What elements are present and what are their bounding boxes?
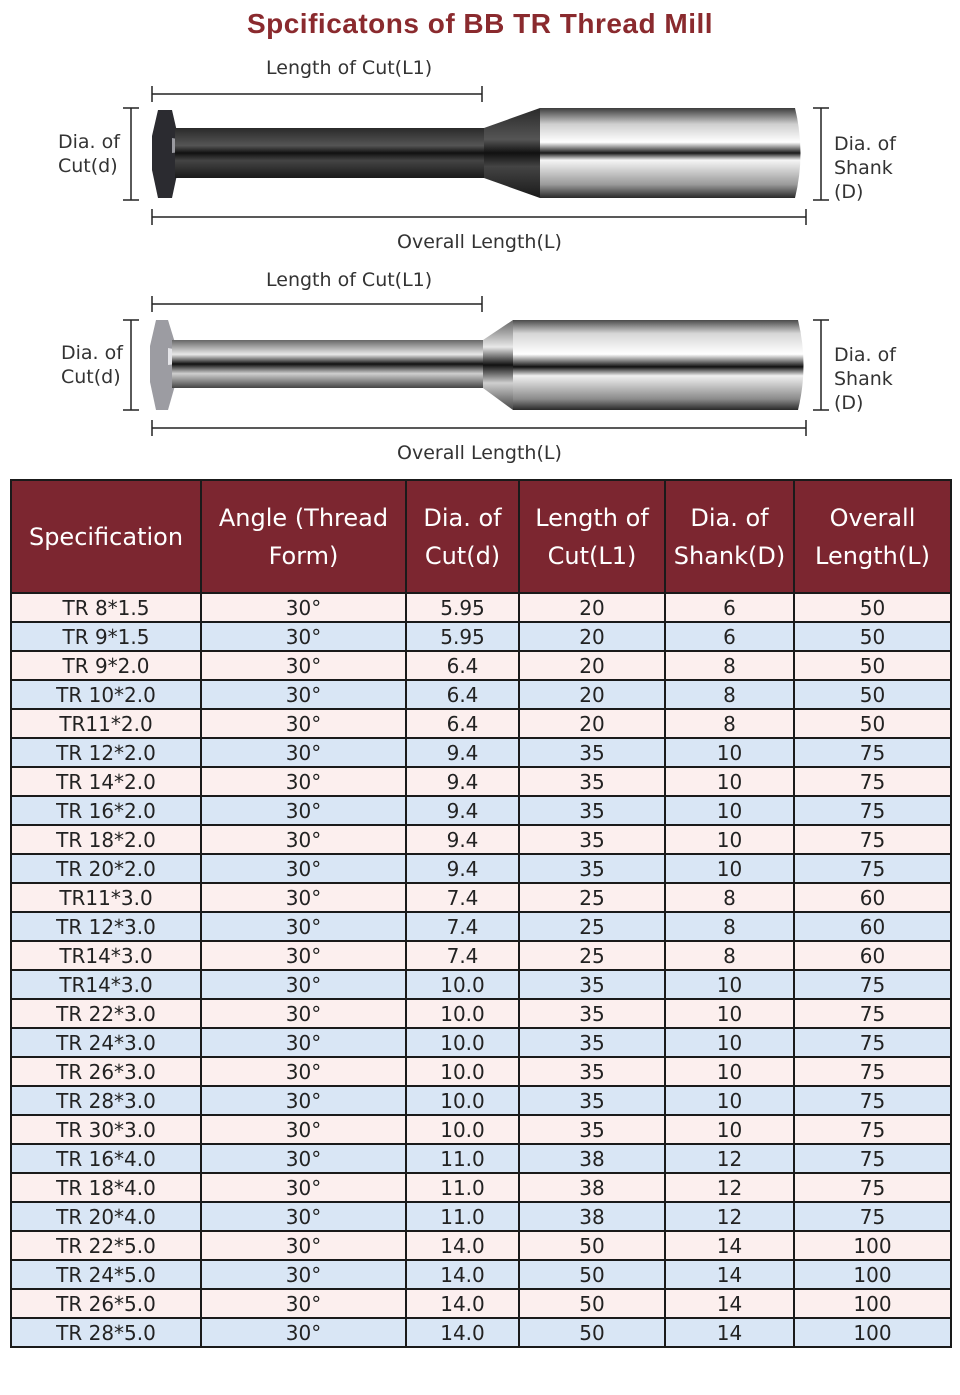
dark-tool-illustration	[0, 50, 960, 260]
cell-dia-of-shank: 6	[665, 593, 794, 622]
length-of-cut-label: Length of Cut(L1)	[266, 269, 433, 291]
table-row	[11, 825, 951, 854]
cell-dia-of-cut: 14.0	[406, 1289, 519, 1318]
cell-dia-of-cut: 11.0	[406, 1144, 519, 1173]
cell-overall-length: 50	[794, 593, 951, 622]
cell-overall-length: 50	[794, 709, 951, 738]
length-of-cut-label: Length of Cut(L1)	[266, 57, 433, 79]
cell-specification: TR 26*3.0	[11, 1057, 201, 1086]
cell-dia-of-cut: 10.0	[406, 999, 519, 1028]
cell-angle: 30°	[201, 1173, 406, 1202]
cell-overall-length: 75	[794, 1144, 951, 1173]
cell-angle: 30°	[201, 1260, 406, 1289]
cell-angle: 30°	[201, 912, 406, 941]
cell-dia-of-cut: 10.0	[406, 1057, 519, 1086]
table-row	[11, 912, 951, 941]
cell-length-of-cut: 35	[519, 767, 665, 796]
cell-overall-length: 60	[794, 941, 951, 970]
cell-angle: 30°	[201, 796, 406, 825]
cell-dia-of-shank: 8	[665, 941, 794, 970]
cell-overall-length: 75	[794, 1115, 951, 1144]
cell-specification: TR 26*5.0	[11, 1289, 201, 1318]
cell-dia-of-cut: 10.0	[406, 1028, 519, 1057]
cell-angle: 30°	[201, 709, 406, 738]
tool-diagram-dark	[0, 50, 960, 260]
table-header-row	[11, 480, 951, 593]
cell-overall-length: 75	[794, 1028, 951, 1057]
table-body	[11, 593, 951, 1347]
cell-dia-of-shank: 8	[665, 883, 794, 912]
cell-dia-of-cut: 6.4	[406, 651, 519, 680]
cell-dia-of-cut: 10.0	[406, 1086, 519, 1115]
cell-length-of-cut: 35	[519, 738, 665, 767]
table-row	[11, 1289, 951, 1318]
cell-dia-of-shank: 14	[665, 1260, 794, 1289]
table-row	[11, 680, 951, 709]
cell-dia-of-shank: 8	[665, 651, 794, 680]
dia-of-shank-label-line2: Shank	[834, 157, 893, 179]
table-row	[11, 738, 951, 767]
cell-overall-length: 100	[794, 1289, 951, 1318]
cell-specification: TR 24*3.0	[11, 1028, 201, 1057]
cell-specification: TR 18*4.0	[11, 1173, 201, 1202]
table-row	[11, 796, 951, 825]
cell-dia-of-cut: 7.4	[406, 883, 519, 912]
cell-specification: TR 12*3.0	[11, 912, 201, 941]
cell-dia-of-shank: 10	[665, 999, 794, 1028]
cell-angle: 30°	[201, 1202, 406, 1231]
cell-dia-of-shank: 8	[665, 912, 794, 941]
cell-length-of-cut: 25	[519, 912, 665, 941]
cell-specification: TR 10*2.0	[11, 680, 201, 709]
cell-angle: 30°	[201, 1028, 406, 1057]
cell-overall-length: 100	[794, 1231, 951, 1260]
cell-overall-length: 50	[794, 622, 951, 651]
cell-dia-of-cut: 14.0	[406, 1260, 519, 1289]
cell-dia-of-shank: 10	[665, 854, 794, 883]
table-row	[11, 1202, 951, 1231]
cell-overall-length: 50	[794, 651, 951, 680]
cell-angle: 30°	[201, 1086, 406, 1115]
dia-of-shank-label-line2: Shank	[834, 368, 893, 390]
cell-overall-length: 75	[794, 738, 951, 767]
cell-angle: 30°	[201, 883, 406, 912]
cell-length-of-cut: 20	[519, 622, 665, 651]
dia-of-shank-label-line3: (D)	[834, 392, 864, 414]
cell-specification: TR 16*4.0	[11, 1144, 201, 1173]
table-row	[11, 593, 951, 622]
spec-table	[10, 479, 952, 1348]
cell-overall-length: 75	[794, 767, 951, 796]
cell-length-of-cut: 38	[519, 1144, 665, 1173]
table-row	[11, 854, 951, 883]
cell-length-of-cut: 38	[519, 1202, 665, 1231]
table-row	[11, 1115, 951, 1144]
cell-dia-of-shank: 10	[665, 1028, 794, 1057]
cell-overall-length: 75	[794, 1173, 951, 1202]
cell-specification: TR 20*4.0	[11, 1202, 201, 1231]
cell-angle: 30°	[201, 767, 406, 796]
cell-specification: TR11*3.0	[11, 883, 201, 912]
cell-dia-of-cut: 6.4	[406, 709, 519, 738]
table-row	[11, 622, 951, 651]
dia-of-shank-label-line1: Dia. of	[834, 344, 896, 366]
table-row	[11, 767, 951, 796]
cell-overall-length: 50	[794, 680, 951, 709]
cell-dia-of-cut: 5.95	[406, 593, 519, 622]
cell-angle: 30°	[201, 593, 406, 622]
cell-specification: TR 12*2.0	[11, 738, 201, 767]
cell-angle: 30°	[201, 1289, 406, 1318]
cell-overall-length: 75	[794, 796, 951, 825]
table-row	[11, 1318, 951, 1347]
cell-length-of-cut: 35	[519, 1115, 665, 1144]
table-row	[11, 1231, 951, 1260]
cell-angle: 30°	[201, 1144, 406, 1173]
cell-overall-length: 75	[794, 970, 951, 999]
header-overall-length: Overall Length(L)	[794, 480, 951, 593]
cell-dia-of-cut: 9.4	[406, 767, 519, 796]
cell-dia-of-cut: 7.4	[406, 941, 519, 970]
cell-specification: TR 9*2.0	[11, 651, 201, 680]
cell-angle: 30°	[201, 825, 406, 854]
header-dia-of-cut: Dia. of Cut(d)	[406, 480, 519, 593]
cell-dia-of-cut: 9.4	[406, 854, 519, 883]
cell-dia-of-shank: 10	[665, 796, 794, 825]
cell-length-of-cut: 35	[519, 854, 665, 883]
cell-overall-length: 75	[794, 825, 951, 854]
cell-length-of-cut: 20	[519, 651, 665, 680]
cell-overall-length: 75	[794, 1202, 951, 1231]
dia-of-shank-label-line3: (D)	[834, 181, 864, 203]
cell-specification: TR 8*1.5	[11, 593, 201, 622]
cell-specification: TR 28*3.0	[11, 1086, 201, 1115]
cell-specification: TR 18*2.0	[11, 825, 201, 854]
cell-dia-of-cut: 14.0	[406, 1318, 519, 1347]
cell-length-of-cut: 35	[519, 970, 665, 999]
cell-specification: TR14*3.0	[11, 970, 201, 999]
cell-specification: TR 28*5.0	[11, 1318, 201, 1347]
cell-length-of-cut: 50	[519, 1260, 665, 1289]
cell-dia-of-shank: 12	[665, 1144, 794, 1173]
cell-angle: 30°	[201, 999, 406, 1028]
table-row	[11, 970, 951, 999]
cell-length-of-cut: 25	[519, 883, 665, 912]
table-row	[11, 1057, 951, 1086]
table-row	[11, 1028, 951, 1057]
cell-dia-of-shank: 8	[665, 680, 794, 709]
table-row	[11, 883, 951, 912]
cell-dia-of-cut: 9.4	[406, 796, 519, 825]
cell-angle: 30°	[201, 738, 406, 767]
cell-specification: TR 16*2.0	[11, 796, 201, 825]
cell-length-of-cut: 25	[519, 941, 665, 970]
cell-dia-of-shank: 12	[665, 1173, 794, 1202]
cell-angle: 30°	[201, 854, 406, 883]
cell-dia-of-cut: 11.0	[406, 1173, 519, 1202]
cell-specification: TR 9*1.5	[11, 622, 201, 651]
cell-specification: TR 30*3.0	[11, 1115, 201, 1144]
cell-length-of-cut: 50	[519, 1231, 665, 1260]
cell-angle: 30°	[201, 970, 406, 999]
table-row	[11, 999, 951, 1028]
header-length-of-cut: Length of Cut(L1)	[519, 480, 665, 593]
tool-diagram-silver	[0, 262, 960, 472]
cell-length-of-cut: 20	[519, 680, 665, 709]
cell-dia-of-cut: 10.0	[406, 970, 519, 999]
overall-length-label: Overall Length(L)	[397, 231, 562, 253]
cell-dia-of-cut: 14.0	[406, 1231, 519, 1260]
cell-overall-length: 100	[794, 1260, 951, 1289]
cell-specification: TR 20*2.0	[11, 854, 201, 883]
table-row	[11, 1144, 951, 1173]
dia-of-shank-label-line1: Dia. of	[834, 133, 896, 155]
cell-overall-length: 75	[794, 999, 951, 1028]
cell-length-of-cut: 35	[519, 825, 665, 854]
table-row	[11, 941, 951, 970]
cell-overall-length: 75	[794, 854, 951, 883]
cell-dia-of-shank: 10	[665, 1057, 794, 1086]
overall-length-label: Overall Length(L)	[397, 442, 562, 464]
cell-angle: 30°	[201, 1057, 406, 1086]
cell-dia-of-shank: 14	[665, 1289, 794, 1318]
table-row	[11, 1086, 951, 1115]
cell-dia-of-shank: 12	[665, 1202, 794, 1231]
cell-dia-of-shank: 6	[665, 622, 794, 651]
cell-length-of-cut: 35	[519, 1086, 665, 1115]
cell-dia-of-cut: 9.4	[406, 738, 519, 767]
cell-overall-length: 60	[794, 912, 951, 941]
cell-length-of-cut: 20	[519, 593, 665, 622]
header-dia-of-shank: Dia. of Shank(D)	[665, 480, 794, 593]
table-row	[11, 709, 951, 738]
cell-overall-length: 75	[794, 1086, 951, 1115]
cell-dia-of-shank: 8	[665, 709, 794, 738]
cell-dia-of-cut: 9.4	[406, 825, 519, 854]
cell-dia-of-shank: 10	[665, 767, 794, 796]
cell-angle: 30°	[201, 1115, 406, 1144]
cell-dia-of-shank: 10	[665, 825, 794, 854]
cell-length-of-cut: 50	[519, 1289, 665, 1318]
cell-specification: TR 22*3.0	[11, 999, 201, 1028]
cell-length-of-cut: 20	[519, 709, 665, 738]
cell-dia-of-shank: 10	[665, 1086, 794, 1115]
table-row	[11, 1260, 951, 1289]
dia-of-cut-label-line2: Cut(d)	[61, 366, 121, 388]
cell-angle: 30°	[201, 622, 406, 651]
cell-overall-length: 60	[794, 883, 951, 912]
cell-angle: 30°	[201, 1231, 406, 1260]
cell-length-of-cut: 35	[519, 1028, 665, 1057]
cell-angle: 30°	[201, 941, 406, 970]
cell-angle: 30°	[201, 1318, 406, 1347]
cell-specification: TR 14*2.0	[11, 767, 201, 796]
cell-dia-of-cut: 6.4	[406, 680, 519, 709]
cell-dia-of-shank: 14	[665, 1318, 794, 1347]
header-specification: Specification	[11, 480, 201, 593]
dia-of-cut-label-line2: Cut(d)	[58, 155, 118, 177]
cell-angle: 30°	[201, 651, 406, 680]
table-row	[11, 1173, 951, 1202]
dia-of-cut-label-line1: Dia. of	[58, 131, 120, 153]
page-title: Spcificatons of BB TR Thread Mill	[246, 8, 714, 39]
cell-dia-of-cut: 10.0	[406, 1115, 519, 1144]
cell-specification: TR14*3.0	[11, 941, 201, 970]
cell-specification: TR11*2.0	[11, 709, 201, 738]
cell-dia-of-cut: 11.0	[406, 1202, 519, 1231]
dia-of-cut-label-line1: Dia. of	[61, 342, 123, 364]
cell-length-of-cut: 35	[519, 999, 665, 1028]
cell-length-of-cut: 38	[519, 1173, 665, 1202]
cell-dia-of-shank: 10	[665, 970, 794, 999]
cell-specification: TR 24*5.0	[11, 1260, 201, 1289]
cell-dia-of-shank: 10	[665, 738, 794, 767]
cell-dia-of-shank: 10	[665, 1115, 794, 1144]
table-row	[11, 651, 951, 680]
cell-dia-of-cut: 5.95	[406, 622, 519, 651]
cell-specification: TR 22*5.0	[11, 1231, 201, 1260]
cell-length-of-cut: 50	[519, 1318, 665, 1347]
cell-dia-of-shank: 14	[665, 1231, 794, 1260]
cell-length-of-cut: 35	[519, 1057, 665, 1086]
cell-angle: 30°	[201, 680, 406, 709]
cell-dia-of-cut: 7.4	[406, 912, 519, 941]
cell-length-of-cut: 35	[519, 796, 665, 825]
cell-overall-length: 75	[794, 1057, 951, 1086]
header-angle: Angle (Thread Form)	[201, 480, 406, 593]
cell-overall-length: 100	[794, 1318, 951, 1347]
